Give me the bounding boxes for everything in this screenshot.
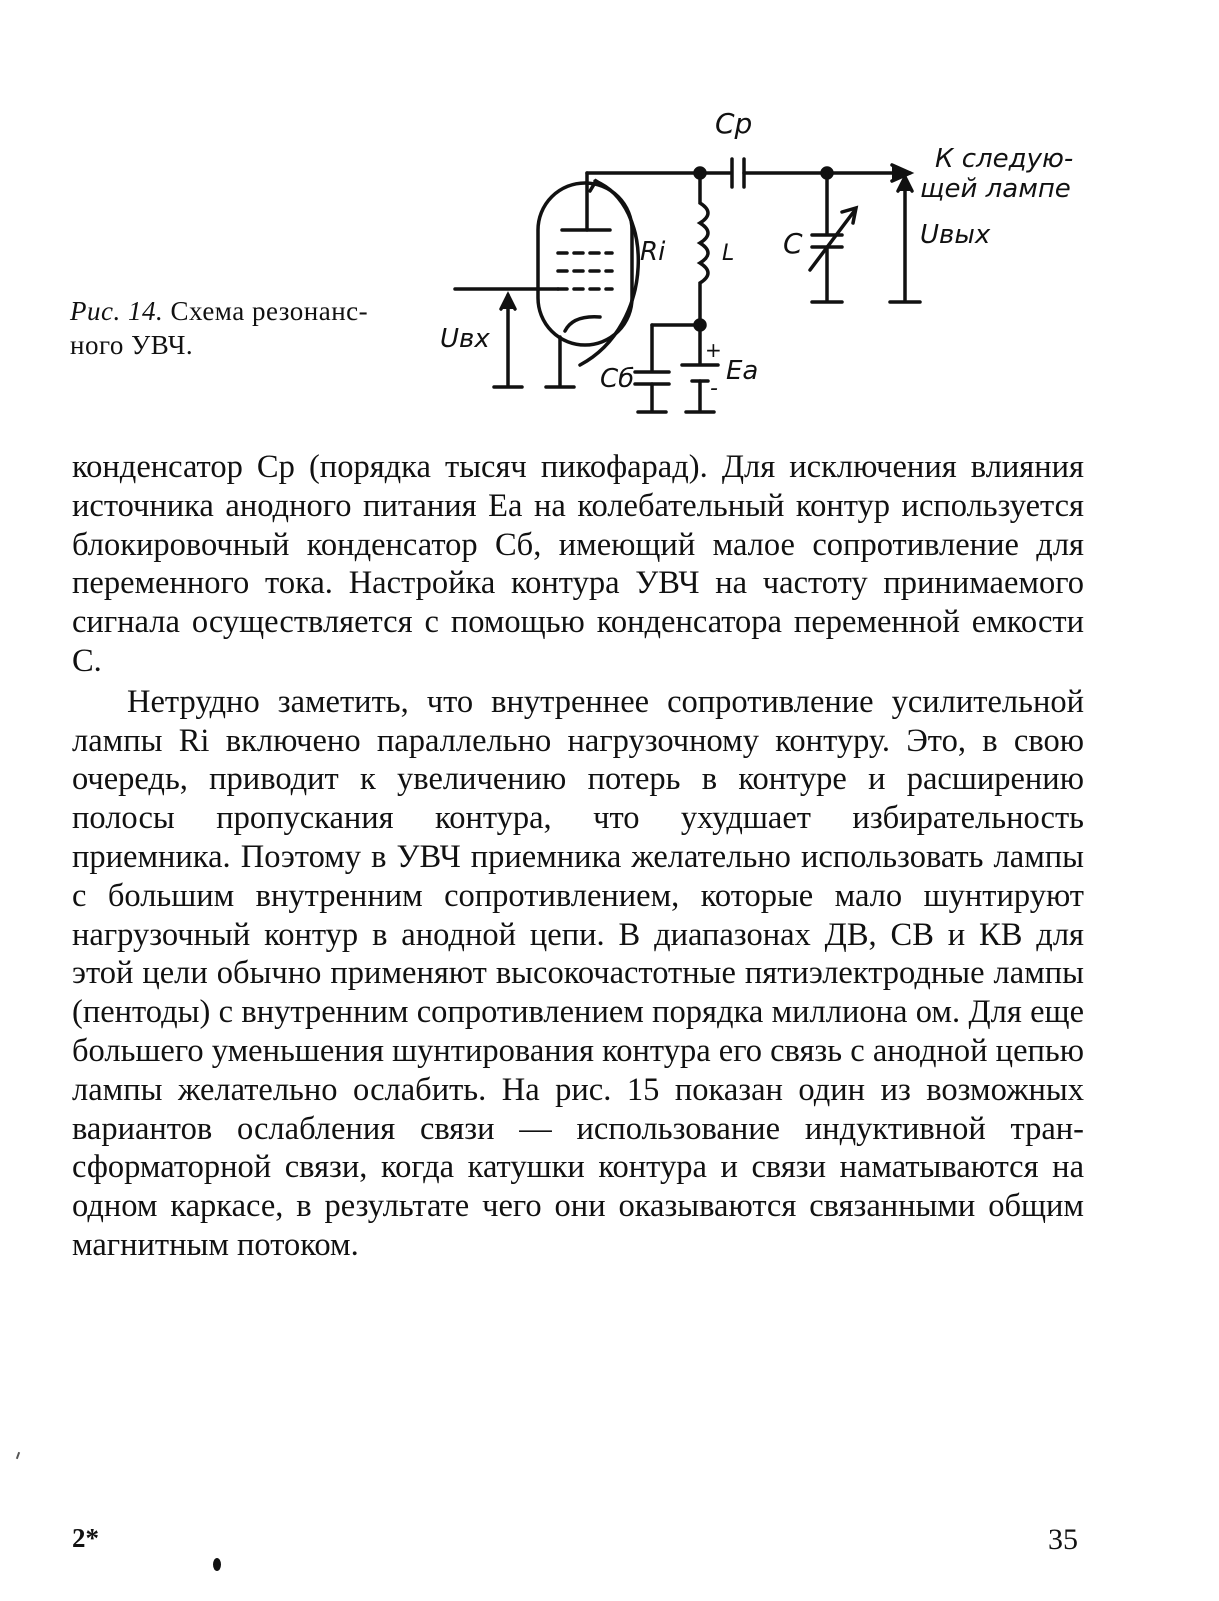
label-ri: Ri <box>640 237 666 267</box>
label-c: C <box>783 227 803 260</box>
label-cp: Cр <box>715 107 753 140</box>
signature-mark: 2* <box>72 1523 99 1553</box>
paragraph-1: конденсатор Cр (порядка тысяч пикофарад). Для исключения влияния источника анодного питания Eа на колебательный контур используется блокировочный конденсатор Cб, имеющий малое сопротивление для переменного тока. Настройка контура УВЧ на частоту принимаемого сигнала осуществляется с помощью конденсатора переменной емкости C. <box>72 449 1084 679</box>
figure-caption-label: Рис. 14. <box>70 296 164 326</box>
ink-mark <box>16 1452 20 1459</box>
label-minus: - <box>710 376 718 401</box>
label-u-out: Uвых <box>920 220 991 250</box>
pentode-tube <box>538 183 632 345</box>
label-plus: + <box>705 338 722 362</box>
figure-caption-text-line1: Схема резонанс- <box>170 296 369 326</box>
tube-cathode <box>565 317 600 331</box>
label-next-lamp-line1: К следую- <box>935 144 1074 174</box>
body-text <box>72 448 1084 1265</box>
figure-caption-text-line2: ного УВЧ. <box>70 330 194 360</box>
label-cb: Cб <box>600 364 635 394</box>
paragraph-2: Нетрудно заметить, что внутреннее сопротивление усилительной лампы Ri включено параллельно нагрузочному контуру. Это, в свою очередь, приводит к увеличению потерь в контуре и расширению полосы пропускания контура, что ухудшает избирательность приемника. Поэтому в УВЧ приемника желательно использовать лампы с большим внутренним сопротивлением, которые мало шунтируют нагрузочный контур в анодной цепи. В диапазонах ДВ, СВ и КВ для этой цели обычно применяют высокочастотные пятиэлектродные лампы (пентоды) с внутренним сопротивлением порядка миллиона ом. Для еще большего уменьшения шунтирования контура его связь с анодной цепью лампы желательно ослабить. На рис. 15 показан один из возможных вариантов ослабления связи — использование индуктивной трансформаторной связи, когда катушки контура и связи наматываются на одном каркасе, в результате чего они оказываются связанными общим магнитным потоком. <box>72 683 1084 1263</box>
circuit-diagram <box>430 95 1110 435</box>
label-l: L <box>722 241 735 266</box>
page-number: 35 <box>1048 1523 1078 1556</box>
figure-caption <box>70 294 440 362</box>
label-next-lamp-line2: щей лампе <box>920 174 1071 204</box>
label-ea: Eа <box>726 356 759 386</box>
label-u-in: Uвх <box>440 324 490 354</box>
coil-l <box>700 173 708 325</box>
ink-blot <box>213 1558 221 1571</box>
u-in-arrowhead <box>501 295 515 309</box>
c-variable-arrow <box>810 210 855 270</box>
